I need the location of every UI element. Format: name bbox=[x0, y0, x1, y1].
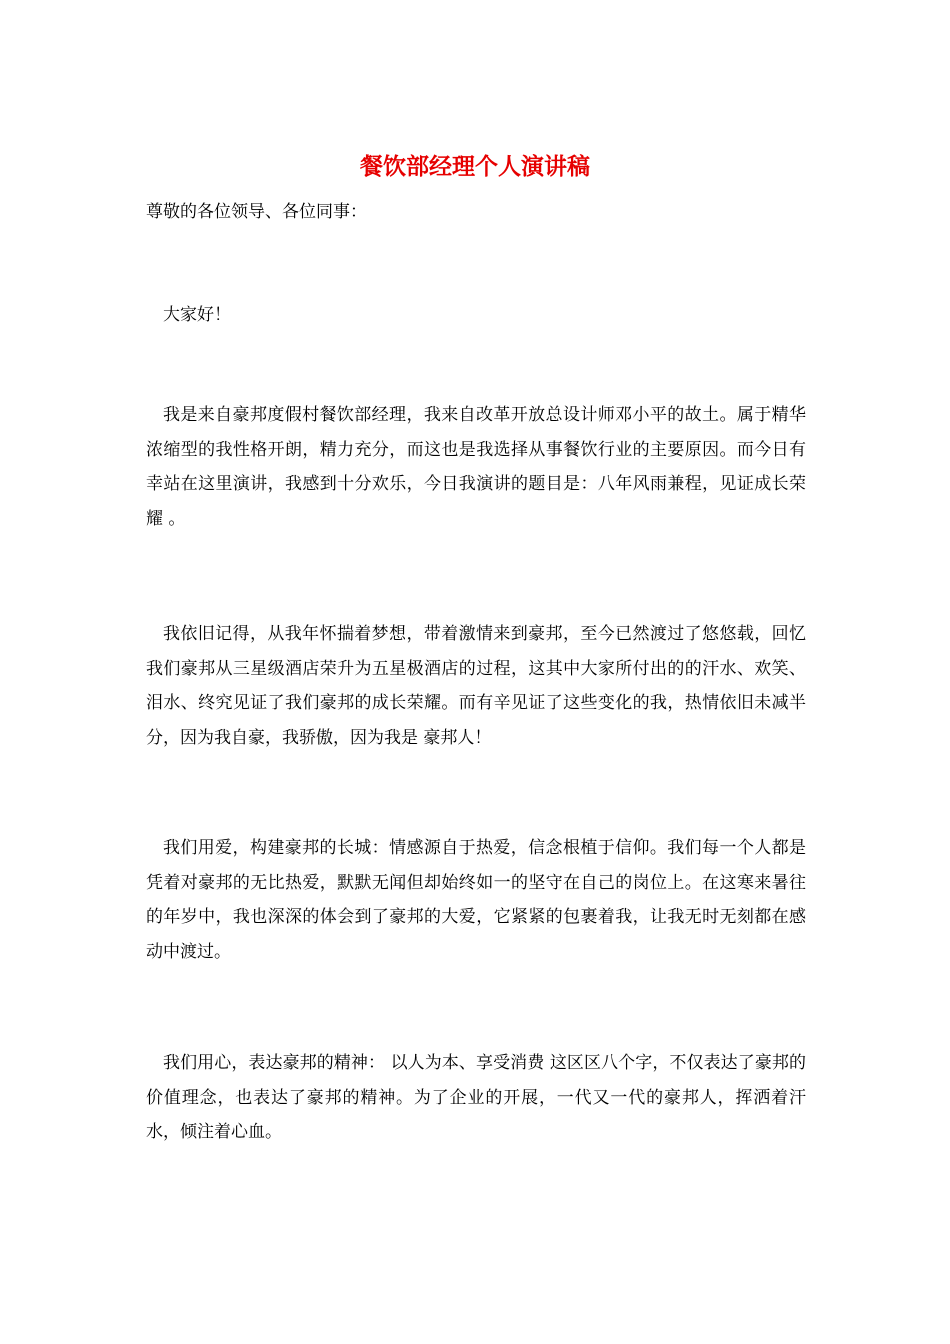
greeting: 大家好！ bbox=[163, 305, 231, 325]
salutation: 尊敬的各位领导、各位同事： bbox=[146, 202, 367, 222]
paragraph-love: 我们用爱，构建豪邦的长城：情感源自于热爱，信念根植于信仰。我们每一个人都是凭着对豪邦的无比热爱，默默无闻但却始终如一的坚守在自己的岗位上。在这寒来暑往的年岁中，我也深深的体会到了豪邦的大爱，它紧紧的包裹着我，让我无时无刻都在感动中渡过。 bbox=[146, 838, 806, 962]
paragraph-spirit: 我们用心，表达豪邦的精神： 以人为本、享受消费 这区区八个字，不仅表达了豪邦的价值理念，也表达了豪邦的精神。为了企业的开展，一代又一代的豪邦人，挥洒着汗水，倾注着心血。 bbox=[146, 1053, 806, 1142]
paragraph-intro: 我是来自豪邦度假村餐饮部经理，我来自改革开放总设计师邓小平的故土。属于精华浓缩型的我性格开朗，精力充分，而这也是我选择从事餐饮行业的主要原因。而今日有幸站在这里演讲，我感到十分欢乐，今日我演讲的题目是：八年风雨兼程，见证成长荣耀 。 bbox=[146, 405, 806, 529]
paragraph-memory: 我依旧记得，从我年怀揣着梦想，带着激情来到豪邦，至今已然渡过了悠悠载，回忆我们豪邦从三星级酒店荣升为五星极酒店的过程，这其中大家所付出的的汗水、欢笑、泪水、终究见证了我们豪邦的成长荣耀。而有辛见证了这些变化的我，热情依旧未减半分，因为我自豪，我骄傲，因为我是 豪邦人！ bbox=[146, 624, 806, 748]
document-title: 餐饮部经理个人演讲稿 bbox=[360, 153, 590, 180]
